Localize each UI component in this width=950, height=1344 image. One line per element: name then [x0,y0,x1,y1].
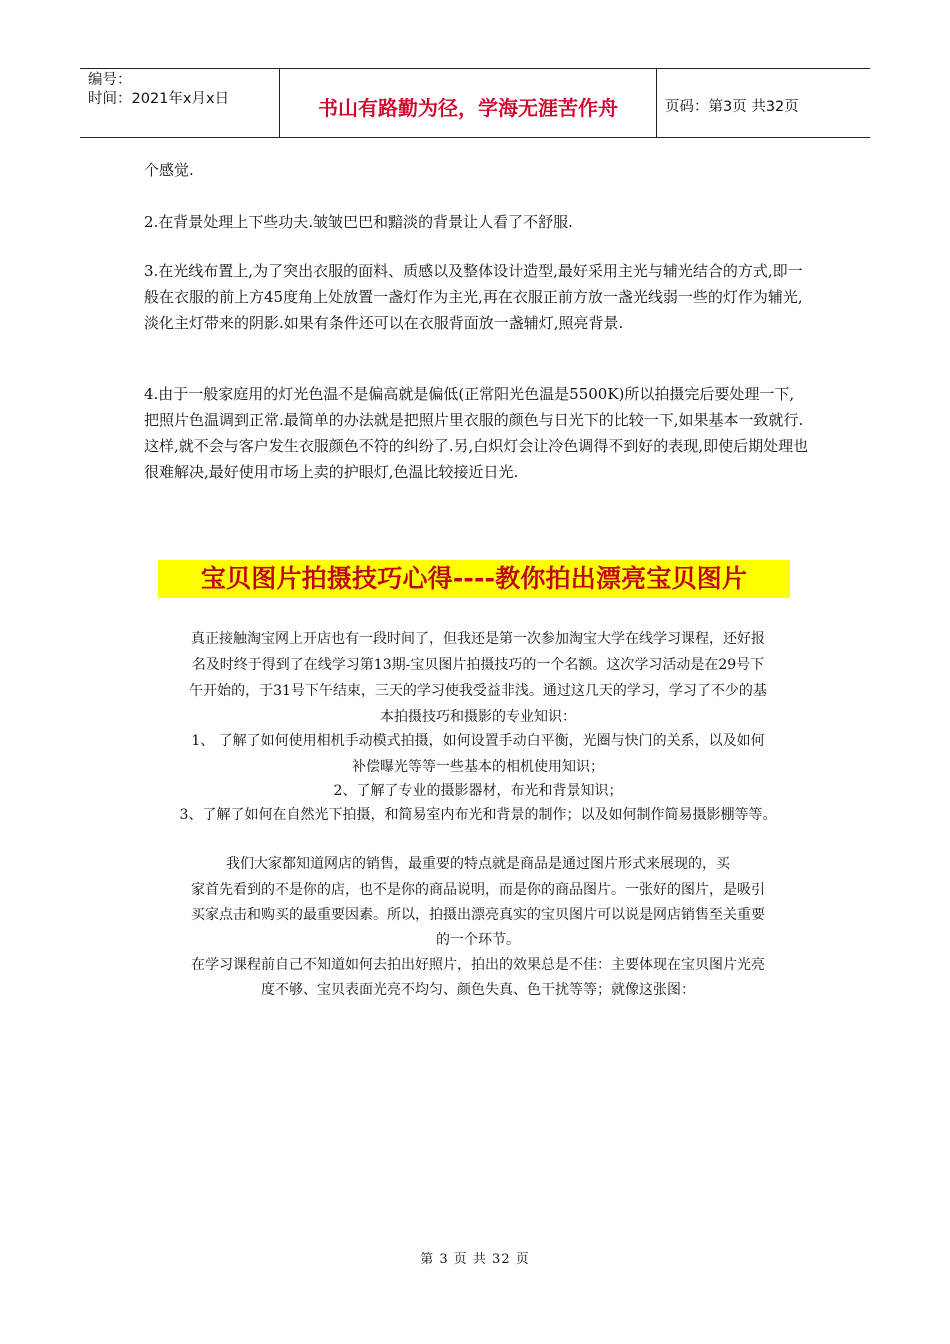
body-line: 度不够、宝贝表面光亮不均匀、颜色失真、色干扰等等；就像这张图： [261,982,695,998]
intro-line: 真正接触淘宝网上开店也有一段时间了，但我还是第一次参加淘宝大学在线学习课程，还好报 [191,631,765,647]
paragraph-2: 2.在背景处理上下些功夫.皱皱巴巴和黯淡的背景让人看了不舒服. [144,213,573,231]
list-item: 1、 了解了如何使用相机手动模式拍摄，如何设置手动白平衡，光圈与快门的关系，以及如何 [191,733,765,749]
body-line: 买家点击和购买的最重要因素。所以，拍摄出漂亮真实的宝贝图片可以说是网店销售至关重要 [191,907,765,923]
paragraph-3: 3.在光线布置上,为了突出衣服的面料、质感以及整体设计造型,最好采用主光与辅光结合的方式,即一般在衣服的前上方45度角上处放置一盏灯作为主光,再在衣服正前方放一盏光线弱一些的灯作为辅光,淡化主灯带来的阴影.如果有条件还可以在衣服背面放一盏辅灯,照亮背景. [144,262,803,332]
paragraph-4: 4.由于一般家庭用的灯光色温不是偏高就是偏低(正常阳光色温是5500K)所以拍摄完后要处理一下,把照片色温调到正常.最简单的办法就是把照片里衣服的颜色与日光下的比较一下,如果基本一致就行.这样,就不会与客户发生衣服颜色不符的纠纷了.另,白炽灯会让冷色调得不到好的表现,即使后期处理也很难解决,最好使用市场上卖的护眼灯,色温比较接近日光. [144,385,809,481]
article-title: 宝贝图片拍摄技巧心得----教你拍出漂亮宝贝图片 [158,560,790,598]
intro-line: 午开始的，于31号下午结束，三天的学习使我受益非浅。通过这几天的学习，学习了不少的基 [189,683,767,699]
header-meta [80,69,280,137]
intro-line: 名及时终于得到了在线学习第13期-宝贝图片拍摄技巧的一个名额。这次学习活动是在29号下 [191,657,765,673]
header-motto: 书山有路勤为径，学海无涯苦作舟 [280,69,657,137]
list-item: 补偿曝光等等一些基本的相机使用知识； [352,759,604,775]
continuation-text: 个感觉. [144,161,194,179]
page-footer: 第 3 页 共 32 页 [420,1252,530,1267]
date-line: 时间：2021年x月x日 [88,91,230,107]
header-page-info: 页码：第3页 共32页 [665,98,799,115]
intro-line: 本拍摄技巧和摄影的专业知识： [380,709,576,725]
list-item: 3、了解了如何在自然光下拍摄，和简易室内布光和背景的制作；以及如何制作简易摄影棚等等。 [179,807,777,823]
body-line: 的一个环节。 [436,932,520,948]
body-line: 家首先看到的不是你的店，也不是你的商品说明，而是你的商品图片。一张好的图片，是吸引 [191,882,765,898]
page-header [80,68,870,138]
number-label: 编号： [88,72,132,88]
body-line: 我们大家都知道网店的销售，最重要的特点就是商品是通过图片形式来展现的，买 [226,856,730,872]
body-line: 在学习课程前自己不知道如何去拍出好照片，拍出的效果总是不佳：主要体现在宝贝图片光亮 [191,957,765,973]
list-item: 2、了解了专业的摄影器材，布光和背景知识； [333,783,623,799]
